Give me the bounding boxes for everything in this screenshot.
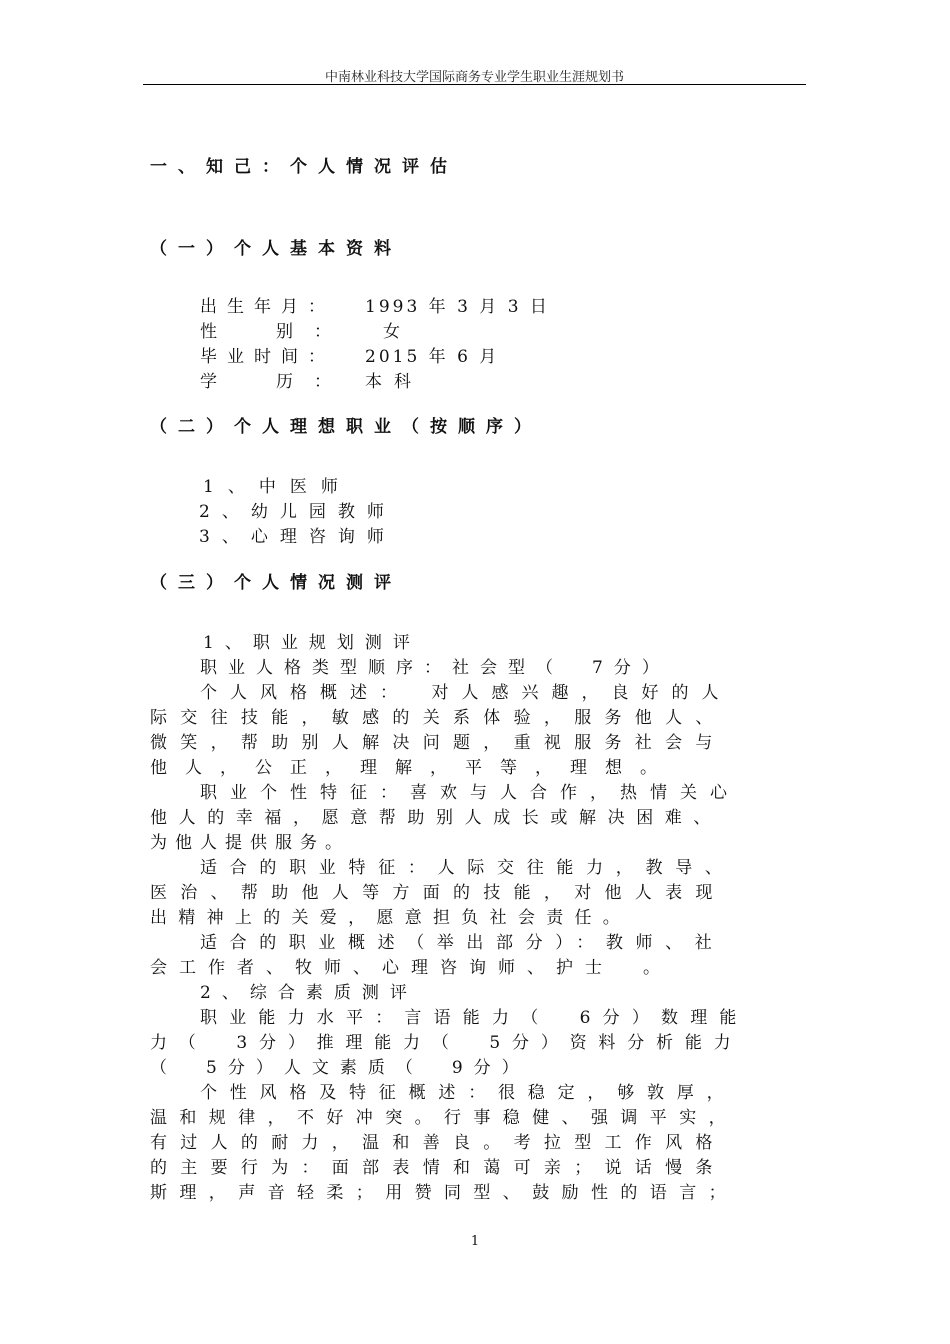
- section-heading: 一、知己：个人情况评估: [150, 157, 458, 177]
- assessment-line: （ 5分）人文素质（ 9分）: [150, 1058, 530, 1078]
- assessment-line: 个性风格及特征概述：很稳定，够敦厚，: [200, 1083, 737, 1103]
- basic-info-heading: （一）个人基本资料: [150, 239, 402, 259]
- header-rule: [143, 84, 806, 85]
- assessment-line: 适合的职业特征：人际交往能力，教导、: [200, 858, 735, 878]
- assessment-line: 为他人提供服务。: [150, 833, 350, 853]
- info-label: 性 别：: [200, 322, 352, 342]
- info-value: 1993 年 3 月 3 日: [365, 297, 550, 317]
- info-row-graduation: [200, 342, 499, 367]
- info-row-gender: [200, 317, 403, 342]
- info-value: 女: [383, 322, 403, 342]
- info-row-birth: [200, 292, 550, 317]
- info-value: 2015 年 6 月: [365, 347, 500, 367]
- assessment-line: 有过人的耐力，温和善良。考拉型工作风格: [150, 1133, 726, 1153]
- page-header-title: 中南林业科技大学国际商务专业学生职业生涯规划书: [324, 70, 624, 85]
- ideal-job-item: 1、中医师: [203, 477, 352, 497]
- ideal-job-item: 2、幼儿园教师: [199, 502, 396, 522]
- assessment-line: 微笑，帮助别人解决问题，重视服务社会与: [150, 733, 726, 753]
- info-value: 本科: [365, 372, 423, 392]
- assessment-line: 适合的职业概述（举出部分）：教师、社: [200, 933, 725, 953]
- assessment-line: 个人风格概述： 对人感兴趣，良好的人: [200, 683, 732, 703]
- info-row-education: [200, 367, 423, 392]
- assessment-line: 医治、帮助他人等方面的技能，对他人表现: [150, 883, 726, 903]
- assessment-line: 的主要行为：面部表情和蔼可亲；说话慢条: [150, 1158, 726, 1178]
- assessment-line: 1、职业规划测评: [203, 633, 421, 653]
- assessment-line: 2、综合素质测评: [200, 983, 418, 1003]
- assessment-line: 温和规律，不好冲突。行事稳健、强调平实，: [150, 1108, 738, 1128]
- assessment-line: 职业个性特征：喜欢与人合作，热情关心: [200, 783, 740, 803]
- assessment-line: 职业人格类型顺序：社会型（ 7分）: [200, 658, 670, 678]
- assessment-heading: （三）个人情况测评: [150, 573, 402, 593]
- assessment-line: 他人，公正，理解，平等，理想。: [150, 758, 675, 778]
- assessment-line: 力（ 3分）推理能力（ 5分）资料分析能力: [150, 1033, 743, 1053]
- ideal-job-item: 3、心理咨询师: [199, 527, 396, 547]
- info-label: 学 历：: [200, 372, 352, 392]
- page-number: 1: [470, 1234, 480, 1249]
- assessment-line: 际交往技能，敏感的关系体验，服务他人、: [150, 708, 726, 728]
- assessment-line: 斯理，声音轻柔；用赞同型、鼓励性的语言；: [150, 1183, 738, 1203]
- info-label: 出生年月：: [200, 297, 335, 317]
- assessment-line: 他人的幸福，愿意帮助别人成长或解决困难、: [150, 808, 722, 828]
- ideal-jobs-heading: （二）个人理想职业（按顺序）: [150, 417, 542, 437]
- assessment-line: 职业能力水平：言语能力（ 6分）数理能: [200, 1008, 749, 1028]
- assessment-line: 会工作者、牧师、心理咨询师、护士 。: [150, 958, 672, 978]
- assessment-line: 出精神上的关爱，愿意担负社会责任。: [150, 908, 632, 928]
- info-label: 毕业时间：: [200, 347, 335, 367]
